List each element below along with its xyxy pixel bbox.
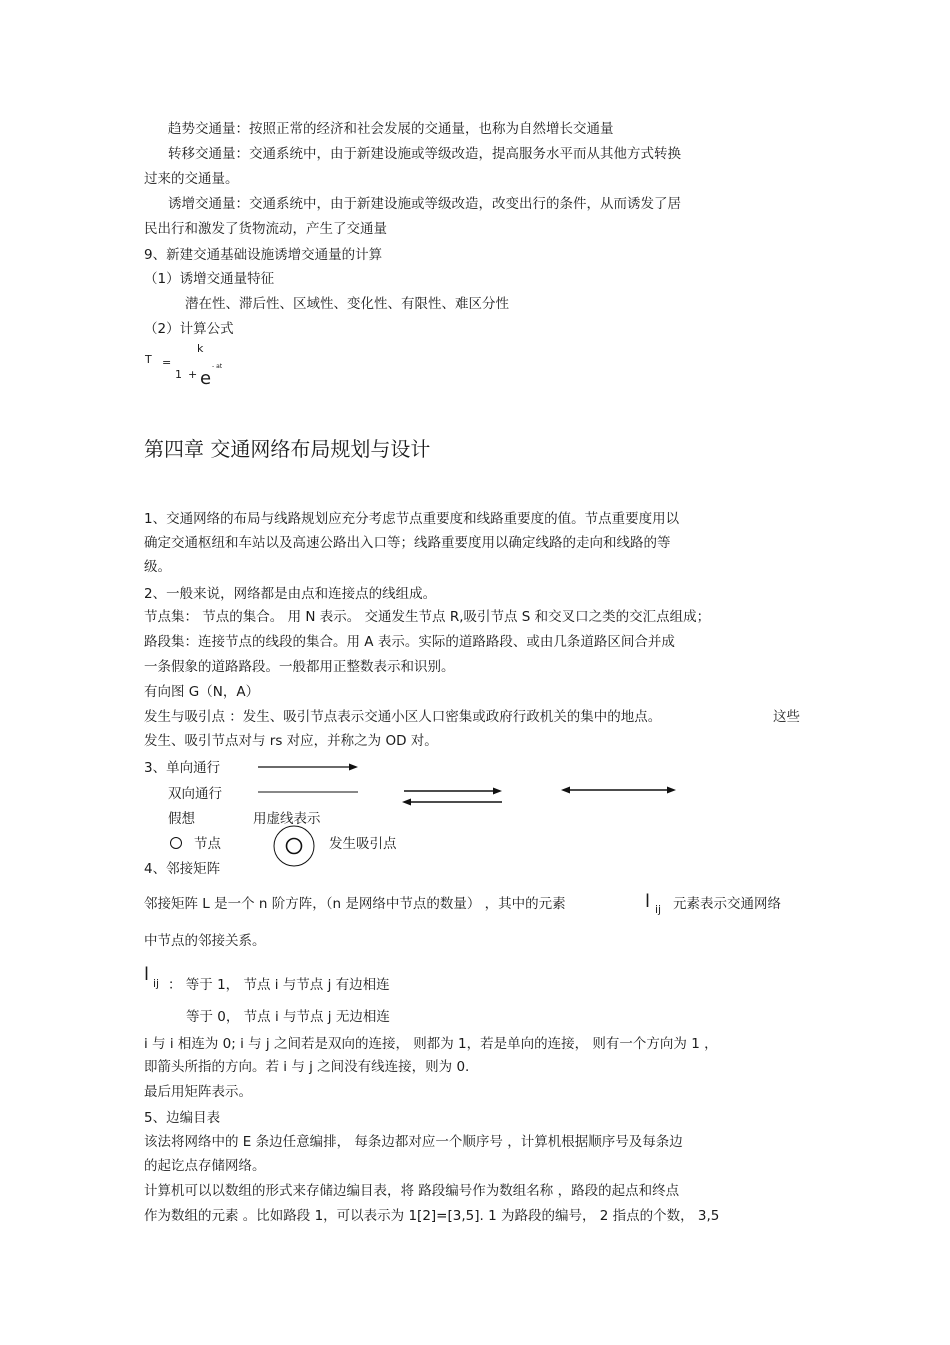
od-node-inner-circle-icon (287, 839, 302, 854)
legend-oneway-label: 3、单向通行 (144, 760, 221, 776)
formula-base: e (200, 368, 212, 389)
text-od-pairs: 发生、吸引节点对与 rs 对应，并称之为 OD 对。 (144, 733, 438, 749)
text-adjacency-def-cont: 中节点的邻接关系。 (144, 933, 266, 949)
text-matrix-rule: i 与 i 相连为 0; i 与 j 之间若是双向的连接， 则都为 1，若是单向的连接， 则有一个方向为 1 ， (144, 1036, 718, 1052)
formula-numerator: k (197, 342, 204, 355)
formula-equals: = (162, 356, 172, 369)
matrix-element-symbol-2: l (144, 964, 150, 985)
heading-subsection-2: （2）计算公式 (144, 321, 234, 337)
bidirectional-left-arrowhead (561, 787, 570, 794)
legend-virtual-label: 假想 (168, 811, 195, 827)
text-od-points-tail: 这些 (773, 709, 800, 725)
od-node-outer-circle-icon (274, 826, 314, 866)
text-induced-traffic-cont: 民出行和激发了货物流动，产生了交通量 (144, 221, 387, 237)
legend-node-label: 节点 (194, 836, 221, 852)
text-node-set: 节点集： 节点的集合。 用 N 表示。 交通发生节点 R,吸引节点 S 和交叉口之类的交汇点组成； (144, 609, 711, 625)
text-matrix-final: 最后用矩阵表示。 (144, 1084, 252, 1100)
text-matrix-rule-cont: 即箭头所指的方向。若 i 与 j 之间没有线连接，则为 0. (144, 1059, 470, 1075)
legend-dashed-desc: 用虚线表示 (253, 811, 321, 827)
text-induced-features: 潜在性、滞后性、区域性、变化性、有限性、难区分性 (185, 296, 509, 312)
matrix-element-subscript-2: ij (153, 977, 160, 990)
text-trend-traffic: 趋势交通量：按照正常的经济和社会发展的交通量，也称为自然增长交通量 (168, 121, 614, 137)
node-circle-icon (171, 838, 182, 849)
text-link-set: 路段集：连接节点的线段的集合。用 A 表示。实际的道路路段、或由几条道路区间合并成 (144, 634, 675, 650)
text-case-unconnected: 等于 0， 节点 i 与节点 j 无边相连 (186, 1009, 390, 1025)
text-para-1-end: 级。 (144, 559, 171, 575)
text-adjacency-def: 邻接矩阵 L 是一个 n 阶方阵，（n 是网络中节点的数量） ，其中的元素 (144, 896, 566, 912)
text-link-set-cont: 一条假象的道路路段。一般都用正整数表示和识别。 (144, 659, 455, 675)
text-transfer-traffic: 转移交通量：交通系统中，由于新建设施或等级改造，提高服务水平而从其他方式转换 (168, 146, 681, 162)
heading-section-5: 5、边编目表 (144, 1110, 221, 1126)
text-induced-traffic: 诱增交通量：交通系统中，由于新建设施或等级改造，改变出行的条件，从而诱发了居 (168, 196, 681, 212)
text-edge-list-cont: 的起讫点存储网络。 (144, 1158, 266, 1174)
legend-twoway-label: 双向通行 (168, 786, 222, 802)
legend-od-node-label: 发生吸引点 (329, 836, 397, 852)
twoway-pair-right-arrowhead (493, 788, 502, 795)
formula-exponent: - at (212, 363, 223, 370)
text-edge-array-cont: 作为数组的元素 。比如路段 1，可以表示为 1[2]=[3,5]. 1 为路段的编号， 2 指点的个数， 3,5 (144, 1208, 720, 1224)
text-edge-list: 该法将网络中的 E 条边任意编排， 每条边都对应一个顺序号 ，计算机根据顺序号及每条边 (144, 1134, 683, 1150)
formula-lhs: T (145, 353, 152, 366)
text-adjacency-def-tail: 元素表示交通网络 (673, 896, 781, 912)
bidirectional-right-arrowhead (667, 787, 676, 794)
heading-section-9: 9、新建交通基础设施诱增交通量的计算 (144, 247, 383, 263)
text-od-points: 发生与吸引点 ：发生、吸引节点表示交通小区人口密集或政府行政机关的集中的地点。 (144, 709, 662, 725)
matrix-element-subscript: ij (655, 903, 662, 916)
formula-plus: + (188, 368, 198, 381)
text-para-1-cont: 确定交通枢纽和车站以及高速公路出入口等；线路重要度用以确定线路的走向和线路的等 (144, 535, 671, 551)
formula-one: 1 (175, 368, 182, 381)
heading-subsection-1: （1）诱增交通量特征 (144, 271, 275, 287)
text-directed-graph: 有向图 G（N，A） (144, 684, 260, 700)
text-para-2: 2、一般来说，网络都是由点和连接点的线组成。 (144, 586, 437, 602)
chapter-title: 第四章 交通网络布局规划与设计 (144, 437, 431, 461)
text-para-1: 1、交通网络的布局与线路规划应充分考虑节点重要度和线路重要度的值。节点重要度用以 (144, 511, 680, 527)
matrix-element-symbol: l (645, 891, 651, 912)
heading-section-4: 4、邻接矩阵 (144, 861, 221, 877)
text-edge-array: 计算机可以以数组的形式来存储边编目表，将 路段编号作为数组名称 ，路段的起点和终点 (144, 1183, 680, 1199)
text-case-connected: ： 等于 1， 节点 i 与节点 j 有边相连 (168, 977, 390, 993)
twoway-pair-left-arrowhead (402, 799, 411, 806)
oneway-arrowhead (349, 764, 358, 771)
text-transfer-traffic-cont: 过来的交通量。 (144, 171, 239, 187)
